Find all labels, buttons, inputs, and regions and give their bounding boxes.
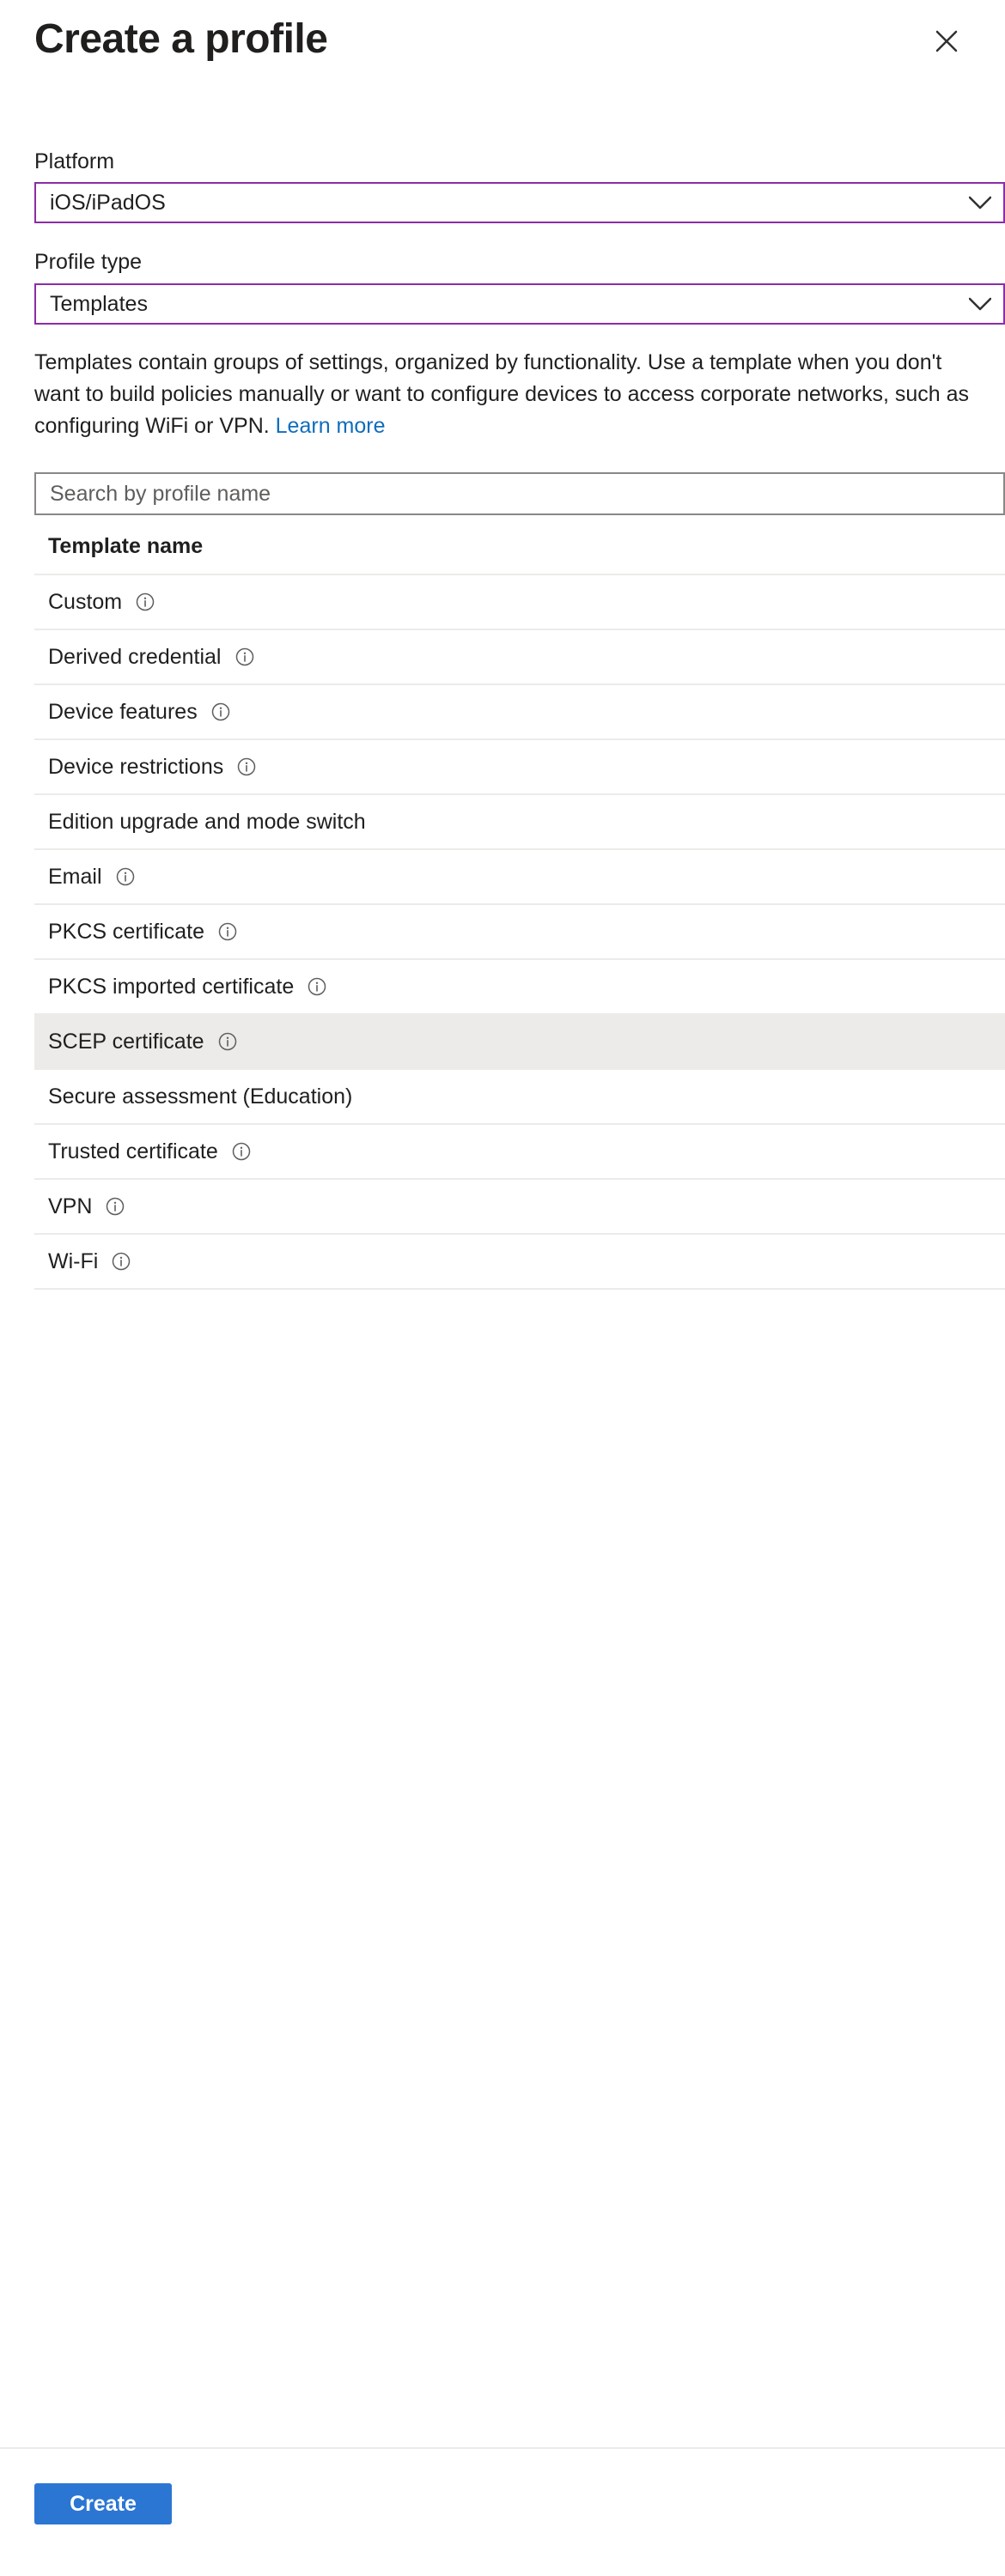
- template-name: Email: [48, 864, 102, 889]
- description-text: Templates contain groups of settings, organized by functionality. Use a template when you don't want to build policies manually or want to configure devices to access corporate networks, such as configuring WiFi or VPN.: [34, 350, 970, 438]
- close-button[interactable]: [931, 26, 962, 57]
- info-icon[interactable]: [211, 702, 230, 721]
- template-name: Edition upgrade and mode switch: [48, 809, 366, 834]
- table-row[interactable]: [34, 1235, 1005, 1290]
- template-name: PKCS imported certificate: [48, 974, 295, 999]
- template-name: VPN: [48, 1194, 93, 1218]
- table-row[interactable]: [34, 960, 1005, 1015]
- table-row[interactable]: [34, 575, 1005, 630]
- learn-more-link[interactable]: Learn more: [275, 414, 386, 438]
- template-rows: [34, 575, 1005, 1290]
- template-name: Custom: [48, 589, 123, 614]
- info-icon[interactable]: [136, 592, 155, 611]
- search-input[interactable]: [34, 472, 1005, 515]
- template-name: Trusted certificate: [48, 1139, 218, 1163]
- chevron-down-icon: [969, 295, 991, 313]
- template-name: Secure assessment (Education): [48, 1084, 353, 1109]
- profile-type-value: Templates: [50, 292, 148, 316]
- template-name: Derived credential: [48, 644, 222, 669]
- create-button[interactable]: Create: [34, 2483, 172, 2524]
- profile-type-dropdown[interactable]: [34, 283, 1005, 325]
- platform-value: iOS/iPadOS: [50, 191, 166, 215]
- template-name: Device features: [48, 699, 198, 724]
- profile-type-label: Profile type: [34, 250, 143, 274]
- templates-description: [34, 347, 979, 442]
- template-name: Wi-Fi: [48, 1249, 99, 1273]
- panel-header: [34, 12, 971, 67]
- close-icon: [935, 29, 959, 53]
- info-icon[interactable]: [218, 1032, 237, 1051]
- chevron-down-icon: [969, 194, 991, 211]
- platform-dropdown[interactable]: [34, 182, 1005, 223]
- info-icon[interactable]: [112, 1252, 131, 1271]
- table-row[interactable]: [34, 740, 1005, 795]
- info-icon[interactable]: [116, 867, 135, 886]
- info-icon[interactable]: [235, 647, 254, 666]
- template-name: SCEP certificate: [48, 1029, 204, 1054]
- template-name-column-header: Template name: [34, 519, 1005, 575]
- platform-label: Platform: [34, 149, 115, 173]
- info-icon[interactable]: [218, 922, 237, 941]
- template-name: Device restrictions: [48, 754, 224, 779]
- info-icon[interactable]: [232, 1142, 251, 1161]
- template-name: PKCS certificate: [48, 919, 205, 944]
- table-row[interactable]: [34, 850, 1005, 905]
- info-icon[interactable]: [106, 1197, 125, 1216]
- page-title: Create a profile: [34, 16, 328, 62]
- footer-divider: [0, 2447, 1005, 2449]
- info-icon[interactable]: [308, 977, 326, 996]
- info-icon[interactable]: [237, 757, 256, 776]
- table-row[interactable]: [34, 685, 1005, 740]
- table-row[interactable]: [34, 795, 1005, 850]
- template-table: [34, 519, 1005, 1290]
- table-row[interactable]: [34, 630, 1005, 685]
- table-row[interactable]: [34, 1015, 1005, 1070]
- table-row[interactable]: [34, 1180, 1005, 1235]
- table-row[interactable]: [34, 1125, 1005, 1180]
- table-row[interactable]: [34, 1070, 1005, 1125]
- table-row[interactable]: [34, 905, 1005, 960]
